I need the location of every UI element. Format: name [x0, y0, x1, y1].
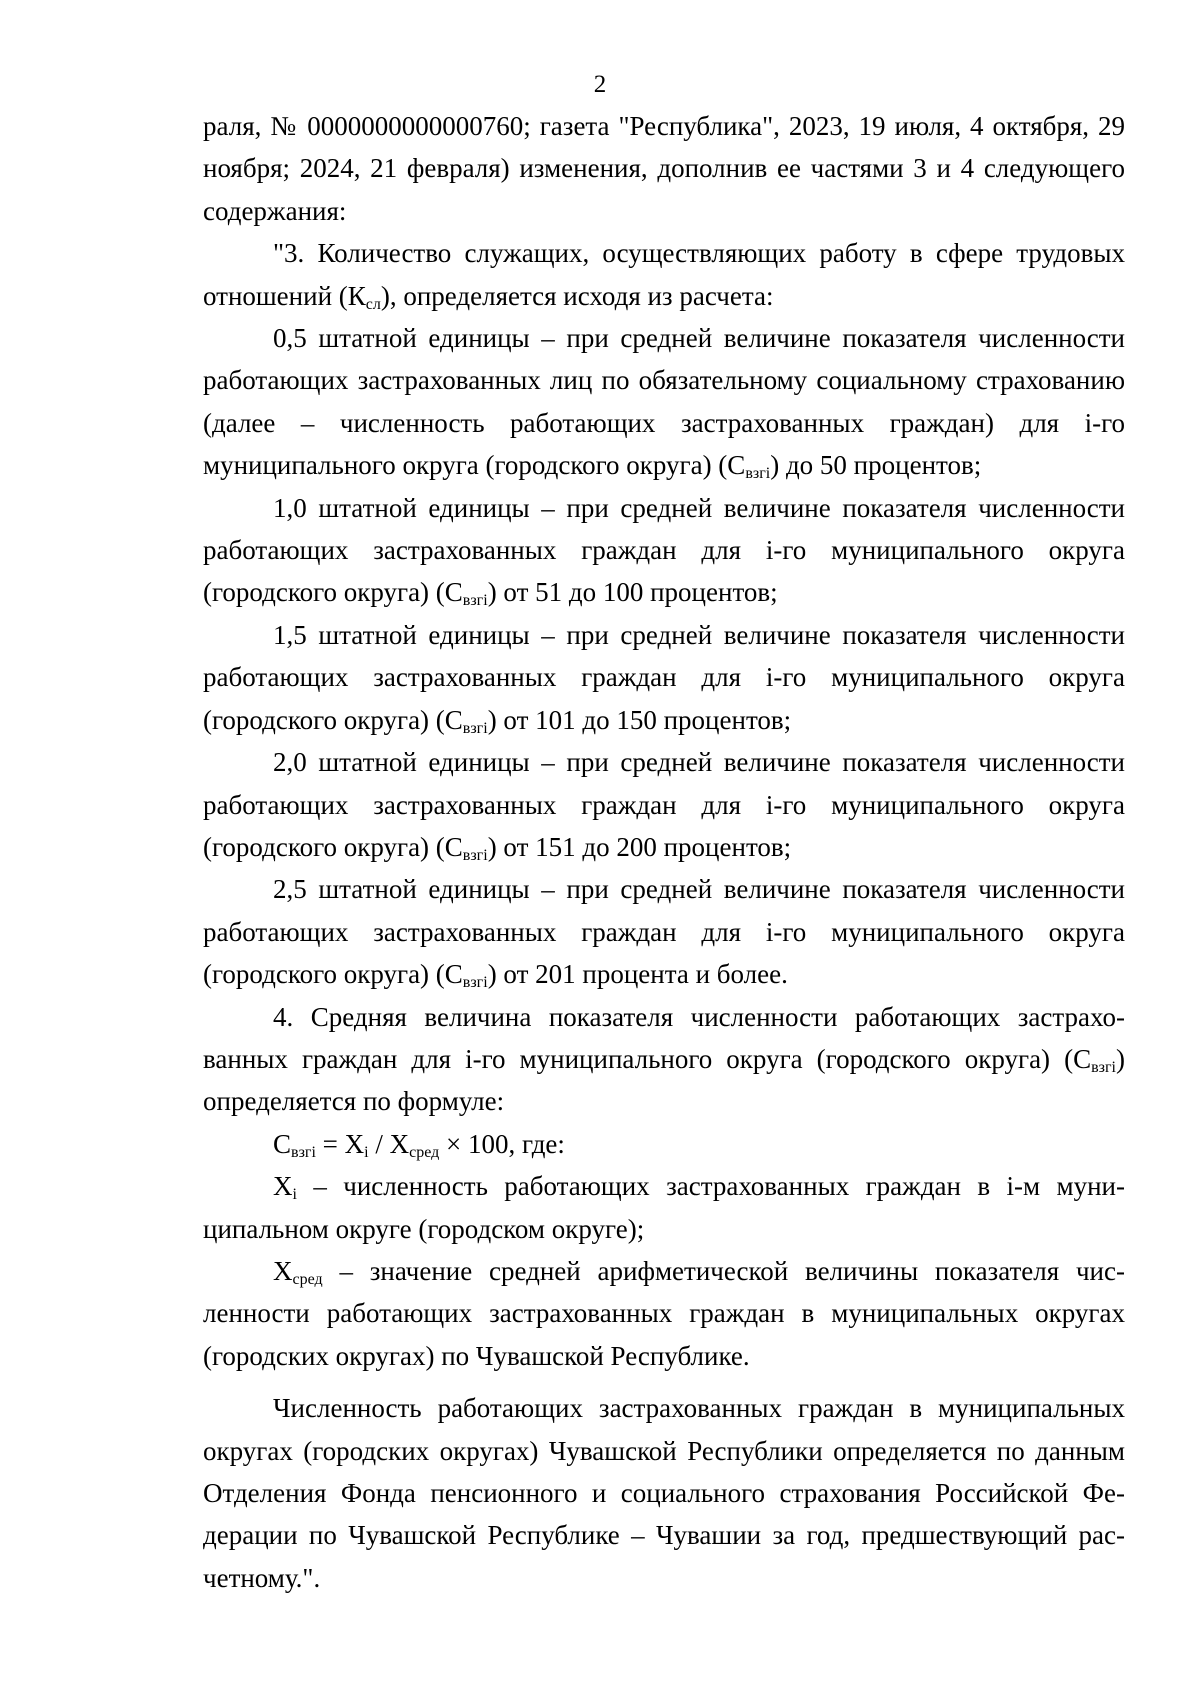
- subscript: i: [364, 1143, 369, 1161]
- paragraph-rate-1-5: [203, 614, 1125, 741]
- text-segment: ) от 151 до 200 процентов;: [487, 831, 792, 862]
- paragraph-part-3-intro: [203, 232, 1125, 317]
- text-segment: X: [273, 1171, 293, 1202]
- text-segment: – значение средней арифметической величины показателя численности работающих застрахованных граждан в муниципальных округах (городских округах) по Чувашской Республике.: [203, 1255, 1125, 1371]
- subscript: сред: [409, 1143, 440, 1161]
- paragraph-rate-2-0: [203, 741, 1125, 868]
- paragraph-continuation: [203, 105, 1125, 232]
- paragraph-rate-1-0: [203, 487, 1125, 614]
- paragraph-part-4-intro: [203, 996, 1125, 1123]
- text-segment: ) определяется по формуле:: [203, 1043, 1125, 1117]
- subscript: i: [292, 1186, 297, 1204]
- paragraph-data-source: [203, 1387, 1125, 1599]
- document-body: [203, 105, 1125, 1599]
- text-segment: раля, № 0000000000000760; газета "Республика", 2023, 19 июля, 4 октября, 29 ноября; 2024, 21 февраля) изменения, дополнив ее частями 3 и 4 следующего содержания:: [203, 111, 1125, 226]
- subscript: взгi: [462, 974, 488, 992]
- paragraph-xi-definition: [203, 1165, 1125, 1250]
- text-segment: 1,5 штатной единицы – при средней величине показателя численности работающих застрахованных граждан для i-го муниципального округа (городского округа) (С: [203, 619, 1125, 735]
- subscript: взгi: [291, 1143, 316, 1161]
- text-segment: С: [273, 1128, 292, 1159]
- page-number: 2: [593, 71, 607, 98]
- text-segment: 4. Средняя величина показателя численности работающих застрахованных граждан для i-го муниципального округа (городского округа) (С: [203, 1001, 1125, 1074]
- text-segment: – численность работающих застрахованных граждан в i-м муниципальном округе (городском округе);: [203, 1171, 1125, 1244]
- subscript: взгi: [462, 592, 488, 610]
- text-segment: 2,0 штатной единицы – при средней величине показателя численности работающих застрахованных граждан для i-го муниципального округа (городского округа) (С: [203, 747, 1125, 862]
- text-segment: 1,0 штатной единицы – при средней величине показателя численности работающих застрахованных граждан для i-го муниципального округа (городского округа) (С: [203, 492, 1125, 608]
- paragraph-xsred-definition: [203, 1250, 1125, 1377]
- subscript: сл: [365, 295, 381, 313]
- text-segment: ) до 50 процентов;: [770, 450, 982, 481]
- text-segment: / X: [368, 1128, 410, 1159]
- text-segment: ), определяется исходя из расчета:: [380, 280, 774, 311]
- paragraph-rate-2-5: [203, 868, 1125, 995]
- text-segment: 2,5 штатной единицы – при средней величине показателя численности работающих застрахованных граждан для i-го муниципального округа (городского округа) (С: [203, 874, 1125, 990]
- paragraph-formula: [203, 1123, 1125, 1165]
- text-segment: X: [273, 1255, 293, 1286]
- text-segment: "3. Количество служащих, осуществляющих работу в сфере трудовых отношений (К: [203, 238, 1125, 311]
- text-segment: Численность работающих застрахованных граждан в муниципальных округах (городских округах) Чувашской Республики определяется по данным Отделения Фонда пенсионного и социального страхования Российской Федерации по Чувашской Республике – Чувашии за год, предшествующий расчетному.".: [203, 1393, 1125, 1593]
- text-segment: ) от 101 до 150 процентов;: [487, 704, 792, 735]
- subscript: взгi: [1091, 1058, 1116, 1076]
- text-segment: = X: [315, 1128, 365, 1159]
- text-segment: 0,5 штатной единицы – при средней величине показателя численности работающих застрахованных лиц по обязательному социальному страхованию (далее – численность работающих застрахованных граждан) для i-го муниципального округа (городского округа) (С: [203, 323, 1125, 481]
- subscript: взгi: [462, 719, 488, 737]
- text-segment: × 100, где:: [439, 1128, 565, 1159]
- paragraph-rate-0-5: [203, 317, 1125, 487]
- subscript: взгi: [462, 846, 488, 864]
- subscript: взгi: [745, 465, 771, 483]
- text-segment: ) от 201 процента и более.: [487, 959, 788, 990]
- subscript: сред: [292, 1270, 323, 1288]
- text-segment: ) от 51 до 100 процентов;: [487, 577, 778, 608]
